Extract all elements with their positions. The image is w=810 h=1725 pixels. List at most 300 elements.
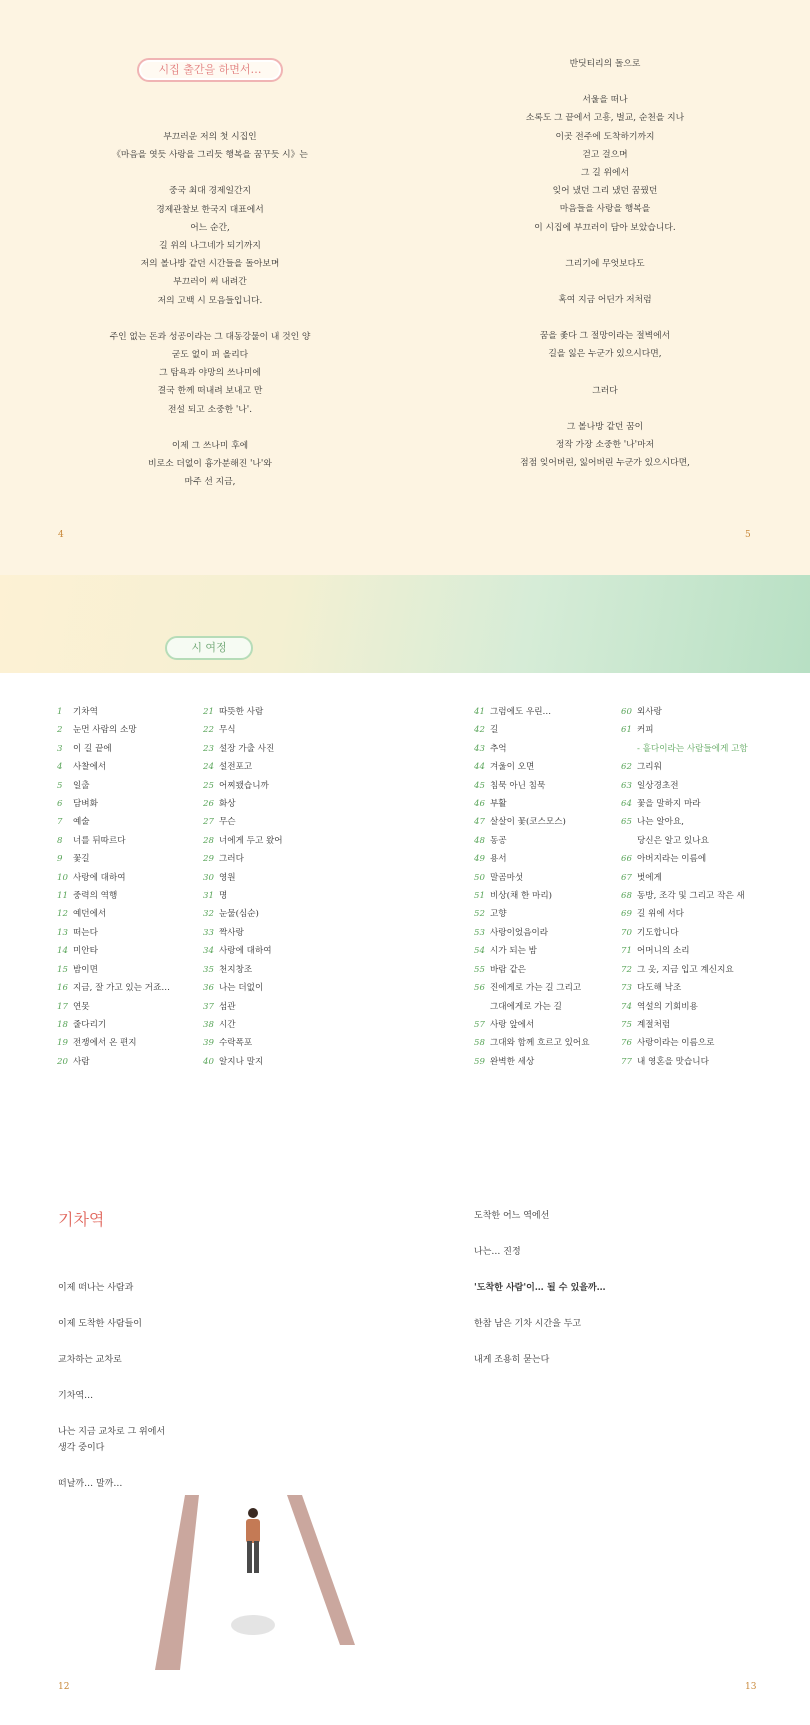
toc-number: 68 (621, 891, 632, 902)
toc-item[interactable] (474, 703, 624, 721)
toc-title: 무슨 (219, 817, 236, 828)
toc-number: 48 (474, 835, 485, 846)
toc-number: 20 (57, 1056, 68, 1067)
toc-number: 49 (474, 854, 485, 865)
toc-item[interactable] (474, 813, 624, 831)
toc-item[interactable] (57, 850, 197, 868)
toc-item[interactable] (474, 961, 624, 979)
poem-line: 떠날까… 말까… (58, 1479, 123, 1489)
toc-item[interactable] (621, 703, 791, 721)
toc-number: 55 (474, 964, 485, 975)
toc-number: 60 (621, 707, 632, 717)
toc-item[interactable] (203, 850, 343, 868)
text-line (480, 364, 730, 382)
poem-stanza (474, 1280, 774, 1296)
page-number-right: 5 (745, 530, 751, 540)
toc-number: 36 (203, 983, 214, 994)
toc-title: 고향 (490, 909, 507, 920)
toc-title: 역설의 기회비용 (637, 1001, 698, 1012)
toc-title: 외사랑 (637, 707, 662, 717)
toc-number: 7 (57, 817, 63, 828)
toc-banner (0, 575, 810, 673)
toc-number: 64 (621, 799, 632, 810)
traveler-head (248, 1508, 258, 1518)
toc-number: 11 (57, 891, 68, 902)
toc-item[interactable] (203, 869, 343, 887)
toc-title: 꽃길 (73, 854, 90, 865)
toc-title: 당신은 알고 있나요 (637, 835, 709, 846)
toc-item[interactable] (474, 979, 624, 997)
toc-title: 사랑 앞에서 (490, 1019, 535, 1030)
text-line: 비로소 더없이 흉가분해진 '나'와 (148, 459, 272, 470)
toc-item[interactable] (621, 1016, 791, 1034)
text-line: 마주 선 지금, (184, 477, 236, 488)
toc-title: 화상 (219, 799, 236, 810)
toc-item[interactable] (203, 721, 343, 739)
toc-number: 2 (57, 725, 63, 736)
text-line: 어느 순간, (190, 222, 230, 233)
toc-title: 나는 더없이 (219, 983, 264, 994)
text-line: 굳도 없이 퍼 올리다 (171, 350, 249, 361)
toc-item[interactable] (203, 887, 343, 905)
toc-number: 40 (203, 1056, 214, 1067)
toc-item[interactable] (474, 740, 624, 758)
toc-title: 그리워 (637, 762, 662, 773)
text-line (480, 237, 730, 255)
toc-number (621, 740, 637, 758)
text-line: 서울을 떠나 (582, 95, 628, 106)
toc-item[interactable] (474, 850, 624, 868)
toc-number: 52 (474, 909, 485, 920)
text-line: 길 위의 나그네가 되기까지 (159, 241, 261, 252)
toc-item[interactable] (57, 832, 197, 850)
text-line: 마음들을 사랑을 행복을 (559, 204, 651, 215)
toc-item[interactable] (57, 961, 197, 979)
toc-title: 계절처럼 (637, 1019, 671, 1030)
toc-number: 32 (203, 909, 214, 920)
page-number-12: 12 (58, 1682, 70, 1692)
toc-item[interactable] (621, 795, 791, 813)
toc-number: 44 (474, 762, 485, 773)
text-line: 그 탐욕과 야망의 쓰나미에 (159, 368, 261, 379)
toc-item[interactable] (474, 869, 624, 887)
toc-title: 미안타 (73, 946, 98, 957)
toc-title: 살살이 꽃(코스모스) (490, 817, 566, 828)
toc-title: 일상경초전 (637, 780, 679, 791)
toc-number: 27 (203, 817, 214, 828)
toc-number: 22 (203, 725, 214, 736)
text-line: 길을 잃은 누군가 있으시다면, (548, 349, 662, 360)
toc-item[interactable] (203, 1016, 343, 1034)
toc-title: 벗에게 (637, 872, 662, 883)
toc-title: 어머니의 소리 (637, 946, 690, 957)
text-line: 걷고 걸으며 (582, 149, 628, 160)
toc-title: 비상(채 한 마리) (490, 891, 552, 902)
toc-title: 추억 (490, 743, 507, 754)
toc-title: 아버지라는 이름에 (637, 854, 707, 865)
toc-number: 56 (474, 983, 485, 994)
preface-right-text (480, 55, 730, 472)
toc-item[interactable] (621, 740, 791, 758)
toc-number: 42 (474, 725, 485, 736)
text-line (90, 164, 330, 182)
shadow (231, 1615, 275, 1635)
text-line: 저의 고백 시 모음들입니다. (157, 295, 263, 306)
toc-number: 46 (474, 799, 485, 810)
toc-title: 설장 가출 사진 (219, 743, 275, 754)
toc-item[interactable] (474, 905, 624, 923)
toc-item[interactable] (57, 721, 197, 739)
poem-stanza (474, 1208, 774, 1224)
text-line: 이 시집에 부끄러이 담아 보았습니다. (534, 222, 676, 233)
text-line (480, 400, 730, 418)
toc-number: 5 (57, 780, 63, 791)
toc-title: 밤이면 (73, 964, 98, 975)
toc-number: 65 (621, 817, 632, 828)
preface-spread (0, 0, 810, 575)
toc-title: 다도해 낙조 (637, 983, 682, 994)
toc-item[interactable] (621, 1053, 791, 1071)
toc-number: 17 (57, 1001, 68, 1012)
toc-item[interactable] (621, 942, 791, 960)
toc-item[interactable] (474, 887, 624, 905)
poem-stanza (58, 1424, 338, 1456)
toc-item[interactable] (57, 869, 197, 887)
toc-number (474, 998, 490, 1016)
toc-item[interactable] (621, 1034, 791, 1052)
toc-number: 58 (474, 1038, 485, 1049)
toc-item[interactable] (203, 924, 343, 942)
toc-title: 꽃을 말하지 마라 (637, 799, 701, 810)
left-rail (155, 1495, 199, 1670)
toc-number: 39 (203, 1038, 214, 1049)
toc-item[interactable] (474, 832, 624, 850)
toc-title: 섬관 (219, 1001, 236, 1012)
toc-item[interactable] (203, 1053, 343, 1071)
toc-number: 57 (474, 1019, 485, 1030)
page-number-left: 4 (58, 530, 64, 540)
toc-title: 명 (219, 891, 228, 902)
toc-item[interactable] (203, 905, 343, 923)
toc-item[interactable] (57, 813, 197, 831)
toc-number: 59 (474, 1056, 485, 1067)
toc-number: 61 (621, 725, 632, 736)
text-line: 전설 되고 소중한 '나'. (167, 404, 252, 415)
toc-item[interactable] (474, 942, 624, 960)
toc-number: 9 (57, 854, 63, 865)
toc-title: 사랑에 대하여 (219, 946, 272, 957)
toc-item[interactable] (203, 795, 343, 813)
text-line: 저의 볼나방 같던 시간들을 돌아보며 (140, 259, 280, 270)
toc-number: 6 (57, 799, 63, 810)
toc-number: 14 (57, 946, 68, 957)
toc-title: 그 옷, 지금 입고 계신지요 (637, 964, 734, 975)
toc-title: 따뜻한 사람 (219, 707, 264, 717)
toc-item[interactable] (57, 942, 197, 960)
toc-item[interactable] (203, 703, 343, 721)
text-line: 소록도 그 끝에서 고흥, 벌교, 순천을 지나 (525, 113, 685, 124)
toc-title: 무식 (219, 725, 236, 736)
toc-item[interactable] (203, 1034, 343, 1052)
toc-item[interactable] (621, 758, 791, 776)
text-line (480, 273, 730, 291)
toc-item[interactable] (621, 979, 791, 997)
toc-item[interactable] (621, 887, 791, 905)
text-line: 잊어 냈던 그리 냈던 꿈꿨던 (552, 186, 658, 197)
toc-title: 사랑이었음이라 (490, 927, 549, 938)
poem-stanza (58, 1280, 338, 1296)
toc-item[interactable] (474, 1034, 624, 1052)
toc-title: 일출 (73, 780, 90, 791)
toc-number: 69 (621, 909, 632, 920)
toc-title: 줄다리기 (73, 1019, 107, 1030)
poem-line: 생각 중이다 (58, 1443, 105, 1453)
text-line: 부끄러이 써 내려간 (173, 277, 247, 288)
toc-number: 47 (474, 817, 485, 828)
toc-number (621, 832, 637, 850)
toc-number: 30 (203, 872, 214, 883)
toc-number: 76 (621, 1038, 632, 1049)
toc-item[interactable] (621, 721, 791, 739)
toc-column-2 (203, 703, 343, 1071)
toc-item[interactable] (474, 998, 624, 1016)
toc-column-1 (57, 703, 197, 1071)
poem-stanza (58, 1388, 338, 1404)
text-line (90, 310, 330, 328)
toc-title: 그러다 (219, 854, 244, 865)
poem-line: 이제 떠나는 사람과 (58, 1283, 134, 1293)
toc-item[interactable] (621, 813, 791, 831)
toc-item[interactable] (621, 924, 791, 942)
text-line: 점점 잊어버린, 잃어버린 누군가 있으시다면, (520, 458, 690, 469)
toc-item[interactable] (474, 721, 624, 739)
toc-number: 41 (474, 707, 485, 717)
toc-title: 눈물(심순) (219, 909, 259, 920)
toc-title: 담벼화 (73, 799, 98, 810)
text-line: 반딧티리의 돌으로 (569, 59, 641, 69)
toc-item[interactable] (621, 777, 791, 795)
toc-title: 눈먼 사람의 소망 (73, 725, 137, 736)
text-line (90, 419, 330, 437)
toc-title: 그럼에도 우린… (490, 707, 552, 717)
toc-number: 38 (203, 1019, 214, 1030)
toc-item[interactable] (621, 998, 791, 1016)
toc-title: 짝사랑 (219, 927, 244, 938)
text-line: 중국 최대 경제일간지 (168, 186, 252, 197)
toc-title: 말곰마섯 (490, 872, 524, 883)
poem-line: 교차하는 교차로 (58, 1355, 122, 1365)
text-line: 《마음을 엿듯 사랑을 그리듯 행복을 꿈꾸듯 시》는 (112, 150, 308, 161)
poem-stanza (58, 1352, 338, 1368)
text-line: 그리기에 무엇보다도 (565, 258, 645, 269)
toc-item[interactable] (57, 887, 197, 905)
toc-number: 45 (474, 780, 485, 791)
toc-number: 77 (621, 1056, 632, 1067)
right-rail (287, 1495, 355, 1645)
toc-item[interactable] (621, 850, 791, 868)
toc-number: 72 (621, 964, 632, 975)
toc-number: 67 (621, 872, 632, 883)
toc-number: 4 (57, 762, 63, 773)
text-line: 혹여 지금 어딘가 저처럼 (558, 295, 652, 306)
toc-title: 동방, 조각 및 그리고 작은 새 (637, 891, 745, 902)
poem-line: 이제 도착한 사람들이 (58, 1319, 142, 1329)
toc-title: 시가 되는 밤 (490, 946, 537, 957)
toc-title: 중력의 역행 (73, 891, 118, 902)
poem-stanza (474, 1244, 774, 1260)
toc-number: 29 (203, 854, 214, 865)
toc-number: 31 (203, 891, 214, 902)
toc-item[interactable] (57, 1053, 197, 1071)
toc-title: 그대와 함께 흐르고 있어요 (490, 1038, 590, 1049)
toc-number: 18 (57, 1019, 68, 1030)
toc-number: 74 (621, 1001, 632, 1012)
toc-item[interactable] (57, 777, 197, 795)
text-line: 꿈을 좇다 그 절망이라는 절벽에서 (539, 331, 671, 342)
toc-number: 62 (621, 762, 632, 773)
toc-item[interactable] (474, 795, 624, 813)
toc-title: 영원 (219, 872, 236, 883)
toc-column-3 (474, 703, 624, 1071)
preface-badge: 시집 출간을 하면서… (137, 58, 283, 82)
text-line: 이제 그 쓰나미 후에 (171, 440, 249, 451)
toc-title: 수락폭포 (219, 1038, 253, 1049)
toc-title: 내 영혼을 맛습니다 (637, 1056, 709, 1067)
toc-title: 기도합니다 (637, 927, 679, 938)
toc-title: 동공 (490, 835, 507, 846)
toc-title: 전쟁에서 온 편지 (73, 1038, 137, 1049)
toc-number: 33 (203, 927, 214, 938)
toc-item[interactable] (57, 703, 197, 721)
toc-title: 예술 (73, 817, 90, 828)
toc-item[interactable] (203, 961, 343, 979)
toc-item[interactable] (203, 740, 343, 758)
toc-number: 70 (621, 927, 632, 938)
toc-number: 24 (203, 762, 214, 773)
toc-title: 연못 (73, 1001, 90, 1012)
toc-title: 나는 알아요, (637, 817, 684, 828)
toc-item[interactable] (621, 869, 791, 887)
poem-stanza (474, 1316, 774, 1332)
toc-item[interactable] (474, 1053, 624, 1071)
toc-number: 15 (57, 964, 68, 975)
toc-number: 66 (621, 854, 632, 865)
poem-stanza (58, 1476, 338, 1492)
toc-number: 53 (474, 927, 485, 938)
toc-item[interactable] (203, 813, 343, 831)
toc-item[interactable] (57, 740, 197, 758)
toc-item[interactable] (57, 1016, 197, 1034)
toc-title: 부활 (490, 799, 507, 810)
toc-item[interactable] (203, 942, 343, 960)
toc-item[interactable] (203, 777, 343, 795)
text-line: 그 길 위에서 (580, 168, 630, 179)
poem-stanza (474, 1352, 774, 1368)
toc-title: 커피 (637, 725, 654, 736)
toc-title: 너에게 두고 왔어 (219, 835, 283, 846)
toc-item[interactable] (474, 924, 624, 942)
poem-line: 나는 지금 교차로 그 위에서 (58, 1427, 166, 1437)
toc-item[interactable] (203, 979, 343, 997)
toc-number: 3 (57, 743, 63, 754)
toc-number: 12 (57, 909, 68, 920)
toc-item[interactable] (621, 961, 791, 979)
toc-number: 13 (57, 927, 68, 938)
poem-left-text (58, 1280, 338, 1512)
toc-number: 19 (57, 1038, 68, 1049)
toc-title: 사랑이라는 이름으로 (637, 1038, 715, 1049)
toc-title: 용서 (490, 854, 507, 865)
toc-item[interactable] (621, 832, 791, 850)
toc-number: 8 (57, 835, 63, 846)
toc-item[interactable] (57, 795, 197, 813)
toc-item[interactable] (203, 832, 343, 850)
toc-number: 28 (203, 835, 214, 846)
toc-item[interactable] (474, 777, 624, 795)
toc-title: 사랑에 대하여 (73, 872, 126, 883)
toc-number: 1 (57, 707, 63, 717)
toc-item[interactable] (203, 758, 343, 776)
toc-number: 23 (203, 743, 214, 754)
poem-stanza (58, 1316, 338, 1332)
text-line: 부끄러운 저의 첫 시집인 (163, 132, 257, 142)
poem-line: 도착한 어느 역에선 (474, 1211, 550, 1221)
toc-item[interactable] (57, 998, 197, 1016)
poem-line: '도착한 사람'이… 될 수 있을까… (474, 1283, 606, 1293)
toc-title: 시간 (219, 1019, 236, 1030)
toc-title: 지금, 잘 가고 있는 거죠… (73, 983, 170, 994)
toc-item[interactable] (57, 758, 197, 776)
text-line: 정작 가장 소중한 '나'마저 (555, 440, 655, 451)
toc-title: 겨울이 오면 (490, 762, 535, 773)
text-line: 그 볼나방 같던 꿈이 (566, 421, 644, 432)
toc-number: 16 (57, 983, 68, 994)
toc-title: - 흩다이라는 사람들에게 고함 (637, 743, 748, 754)
toc-title: 예던에서 (73, 909, 107, 920)
toc-title: 침묵 아닌 침묵 (490, 780, 546, 791)
toc-title: 사람 (73, 1056, 90, 1067)
toc-title: 이 길 끝에 (73, 743, 112, 754)
toc-item[interactable] (57, 905, 197, 923)
toc-number: 35 (203, 964, 214, 975)
text-line: 이곳 전주에 도착하기까지 (555, 131, 655, 142)
toc-title: 너를 뒤따르다 (73, 835, 126, 846)
text-line: 결국 한께 떠내려 보내고 만 (157, 386, 263, 397)
toc-item[interactable] (621, 905, 791, 923)
toc-number: 25 (203, 780, 214, 791)
toc-item[interactable] (57, 979, 197, 997)
toc-badge: 시 여정 (165, 636, 253, 660)
traveler-illustration (155, 1495, 365, 1670)
toc-number: 34 (203, 946, 214, 957)
poem-line: 내게 조용히 묻는다 (474, 1355, 550, 1365)
toc-item[interactable] (57, 1034, 197, 1052)
text-line: 주인 없는 돈과 성공이라는 그 대동강물이 내 것인 양 (109, 331, 311, 342)
poem-right-text (474, 1208, 774, 1388)
toc-item[interactable] (57, 924, 197, 942)
toc-number: 50 (474, 872, 485, 883)
text-line: 그러다 (592, 385, 618, 396)
poem-line: 한참 남은 기차 시간을 두고 (474, 1319, 582, 1329)
toc-title: 그대에게로 가는 길 (490, 1001, 562, 1012)
poem-line: 기차역… (58, 1391, 94, 1401)
toc-title: 길 (490, 725, 499, 736)
toc-item[interactable] (474, 1016, 624, 1034)
toc-title: 바람 같은 (490, 964, 526, 975)
traveler-backpack (246, 1519, 260, 1543)
toc-item[interactable] (474, 758, 624, 776)
toc-item[interactable] (203, 998, 343, 1016)
